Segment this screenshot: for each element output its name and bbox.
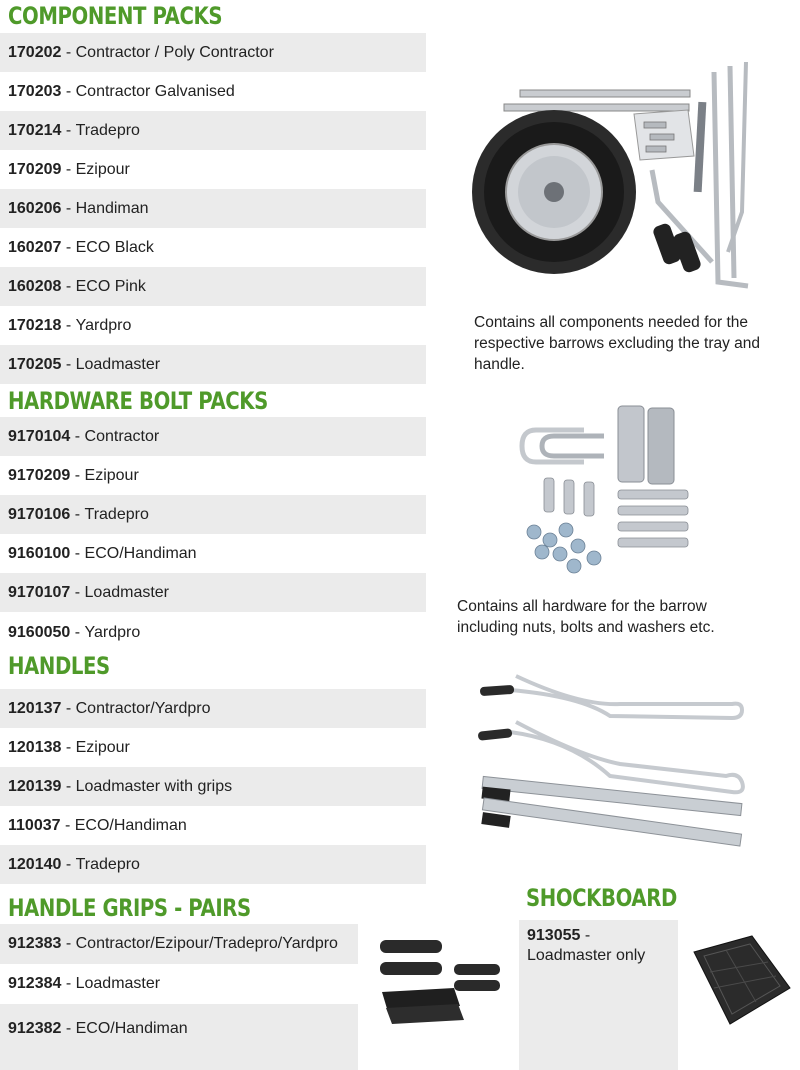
part-label: Yardpro	[84, 623, 141, 641]
part-label: Loadmaster	[75, 975, 161, 992]
separator: -	[70, 427, 85, 445]
list-item[interactable]	[0, 728, 426, 767]
handles-heading: HANDLES	[8, 652, 110, 680]
part-code: 9160100	[8, 544, 71, 562]
part-label: Ezipour	[75, 738, 130, 756]
part-label: Tradepro	[75, 121, 140, 139]
separator: -	[61, 777, 76, 795]
list-item[interactable]	[0, 267, 426, 306]
list-item[interactable]	[0, 150, 426, 189]
part-code: 120140	[8, 855, 62, 873]
part-code: 9170106	[8, 505, 71, 523]
part-label: ECO/Handiman	[84, 544, 197, 562]
part-code: 170205	[8, 355, 62, 373]
separator: -	[61, 199, 76, 217]
list-item[interactable]	[0, 845, 426, 884]
list-item[interactable]	[0, 456, 426, 495]
part-code: 110037	[8, 816, 61, 834]
part-label: Contractor / Poly Contractor	[75, 43, 274, 61]
part-code: 912384	[8, 975, 62, 992]
part-code: 170202	[8, 43, 62, 61]
hardware-pack-image	[514, 402, 704, 582]
handle-grips-heading: HANDLE GRIPS - PAIRS	[8, 894, 251, 922]
part-code: 160208	[8, 277, 62, 295]
separator: -	[61, 316, 76, 334]
separator: -	[70, 583, 85, 601]
part-code: 9160050	[8, 623, 71, 641]
part-code: 170218	[8, 316, 62, 334]
part-code: 9170209	[8, 466, 71, 484]
shockboard-item[interactable]	[519, 920, 678, 1070]
part-code: 912382	[8, 1020, 62, 1037]
list-item[interactable]	[0, 495, 426, 534]
part-code: 120138	[8, 738, 62, 756]
part-label: Loadmaster only	[527, 947, 646, 964]
part-label: Ezipour	[75, 160, 130, 178]
separator: -	[60, 816, 75, 834]
part-code: 9170107	[8, 583, 71, 601]
list-item[interactable]	[0, 964, 358, 1004]
list-item[interactable]	[0, 72, 426, 111]
part-label: Ezipour	[84, 466, 139, 484]
part-code: 170214	[8, 121, 62, 139]
part-label: Tradepro	[75, 855, 140, 873]
separator: -	[61, 699, 76, 717]
separator: -	[61, 975, 76, 992]
list-item[interactable]	[0, 924, 358, 964]
component-pack-image	[468, 52, 768, 302]
list-item[interactable]	[0, 345, 426, 384]
part-code: 913055	[527, 927, 581, 944]
separator: -	[61, 43, 76, 61]
list-item[interactable]	[0, 189, 426, 228]
part-label: Contractor/Ezipour/Tradepro/Yardpro	[75, 935, 338, 952]
part-label: Yardpro	[75, 316, 132, 334]
part-code: 9170104	[8, 427, 71, 445]
separator: -	[61, 855, 76, 873]
separator: -	[61, 355, 76, 373]
component-packs-heading: COMPONENT PACKS	[8, 2, 223, 30]
separator: -	[70, 505, 85, 523]
part-label: Handiman	[75, 199, 149, 217]
list-item[interactable]	[0, 228, 426, 267]
hardware-bolt-packs-caption: Contains all hardware for the barrow including nuts, bolts and washers etc.	[457, 598, 715, 636]
part-code: 120137	[8, 699, 62, 717]
list-item[interactable]	[0, 417, 426, 456]
part-label: ECO Black	[75, 238, 154, 256]
separator: -	[61, 121, 76, 139]
shockboard-image	[690, 932, 794, 1028]
part-label: Contractor/Yardpro	[75, 699, 211, 717]
part-label: Tradepro	[84, 505, 149, 523]
list-item[interactable]	[0, 111, 426, 150]
separator: -	[61, 277, 76, 295]
separator: -	[61, 82, 76, 100]
part-code: 120139	[8, 777, 62, 795]
part-code: 160207	[8, 238, 62, 256]
separator: -	[61, 160, 76, 178]
separator: -	[61, 238, 76, 256]
part-code: 170209	[8, 160, 62, 178]
hardware-bolt-packs-heading: HARDWARE BOLT PACKS	[8, 387, 268, 415]
shockboard-heading: SHOCKBOARD	[526, 884, 677, 912]
part-label: Contractor	[84, 427, 160, 445]
list-item[interactable]	[0, 613, 426, 652]
part-code: 170203	[8, 82, 62, 100]
separator: -	[70, 623, 85, 641]
list-item[interactable]	[0, 534, 426, 573]
list-item[interactable]	[0, 1004, 358, 1070]
separator: -	[70, 544, 85, 562]
separator: -	[70, 466, 85, 484]
list-item[interactable]	[0, 689, 426, 728]
part-label: Loadmaster with grips	[75, 777, 233, 795]
handles-image	[470, 666, 750, 880]
part-label: ECO/Handiman	[74, 816, 187, 834]
part-code: 160206	[8, 199, 62, 217]
list-item[interactable]	[0, 806, 426, 845]
part-label: Loadmaster	[75, 355, 161, 373]
part-label: Contractor Galvanised	[75, 82, 235, 100]
separator: -	[580, 927, 591, 944]
part-label: ECO Pink	[75, 277, 146, 295]
part-code: 912383	[8, 935, 62, 952]
list-item[interactable]	[0, 573, 426, 612]
list-item[interactable]	[0, 33, 426, 72]
list-item[interactable]	[0, 767, 426, 806]
handle-grips-image	[374, 934, 504, 1026]
separator: -	[61, 738, 76, 756]
list-item[interactable]	[0, 306, 426, 345]
part-label: Loadmaster	[84, 583, 170, 601]
separator: -	[61, 1020, 76, 1037]
separator: -	[61, 935, 76, 952]
part-label: ECO/Handiman	[75, 1020, 188, 1037]
component-packs-caption: Contains all components needed for the respective barrows excluding the tray and handle.	[474, 314, 761, 373]
